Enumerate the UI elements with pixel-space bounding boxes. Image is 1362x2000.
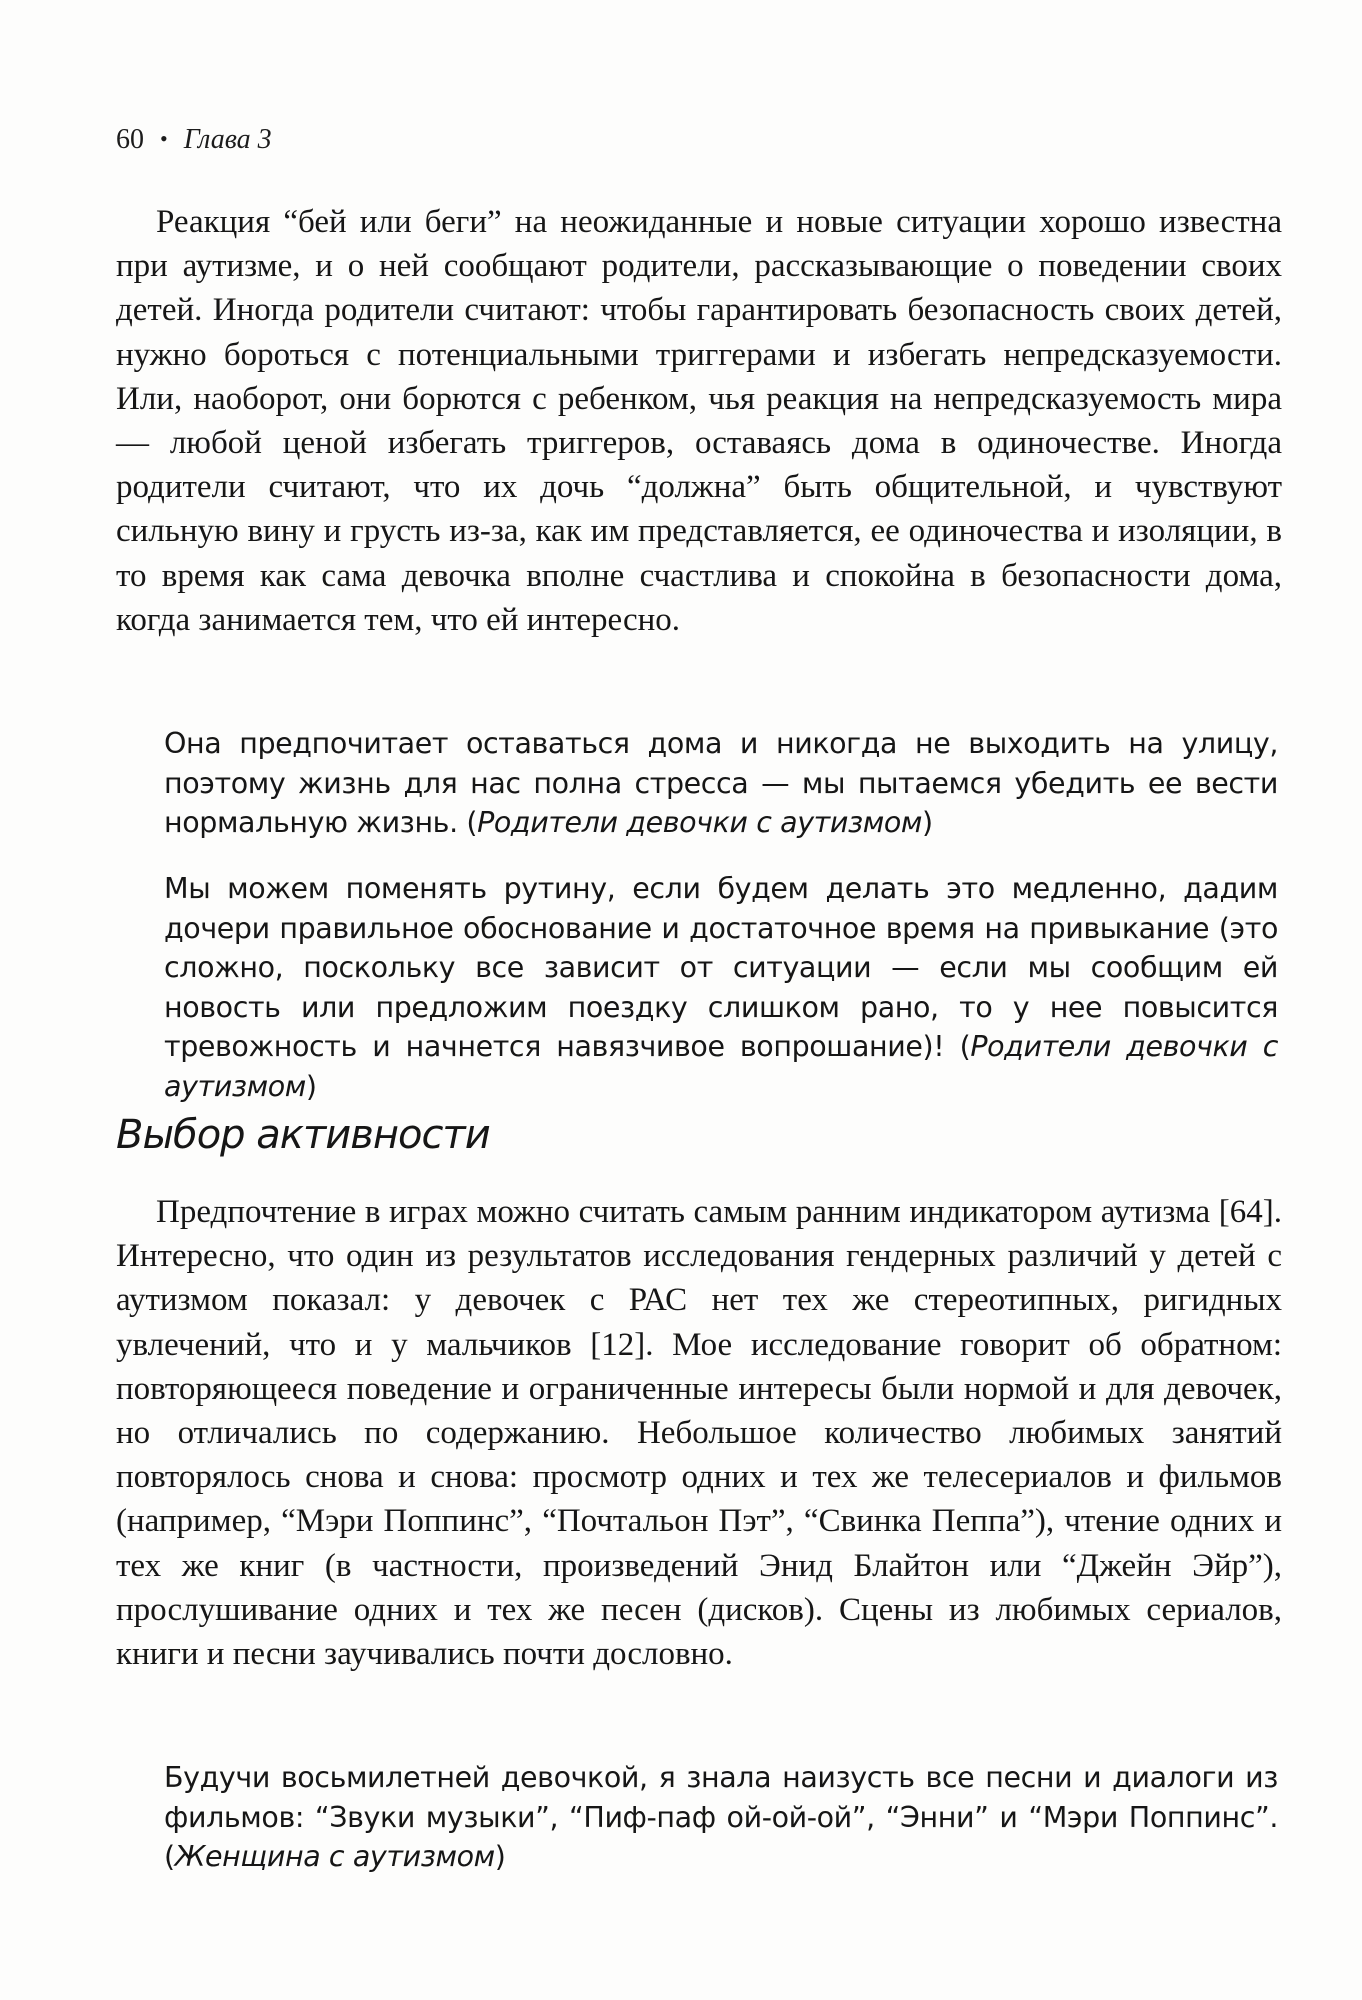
section-heading: Выбор активности <box>116 1112 490 1158</box>
page-number: 60 <box>116 124 144 155</box>
quote-close-paren-2: ) <box>305 1069 317 1103</box>
body-paragraph-1: Реакция “бей или беги” на неожиданные и новые ситуации хорошо известна при аутизме, и о ней сообщают родители, рассказывающие о поведении своих детей. Иногда родители считают: чтобы гарантировать безопасность своих детей, нужно бороться с потенциальными триггерами и избегать непредсказуемости. Или, наоборот, они борются с ребенком, чья реакция на непредсказуемость мира — любой ценой избегать триггеров, оставаясь дома в одиночестве. Иногда родители считают, что их дочь “должна” быть общительной, и чувствуют сильную вину и грусть из-за, как им представляется, ее одиночества и изоляции, в то время как сама девочка вполне счастлива и спокойна в безопасности дома, когда занимается тем, что ей интересно. <box>116 204 1282 638</box>
quote-attribution-3: Женщина с аутизмом <box>174 1840 495 1873</box>
quote-close-paren-3: ) <box>494 1840 506 1873</box>
quote-attribution-1: Родители девочки с аутизмом <box>477 806 922 839</box>
body-paragraph-2: Предпочтение в играх можно считать самым ранним индикатором аутизма [64]. Интересно, что один из результатов исследования гендерных различий у детей с аутизмом показал: у девочек с РАС нет тех же стереотипных, ригидных увлечений, что и у мальчиков [12]. Мое исследование говорит об обратном: повторяющееся поведение и ограниченные интересы были нормой и для девочек, но отличались по содержанию. Небольшое количество любимых занятий повторялось снова и снова: просмотр одних и тех же телесериалов и фильмов (например, “Мэри Поппинс”, “Почтальон Пэт”, “Свинка Пеппа”), чтение одних и тех же книг (в частности, произведений Энид Блайтон или “Джейн Эйр”), прослушивание одних и тех же песен (дисков). Сцены из любимых сериалов, книги и песни заучивались почти дословно. <box>116 1194 1282 1673</box>
chapter-title: Глава 3 <box>183 124 272 155</box>
running-header <box>116 124 272 156</box>
quote-close-paren-1: ) <box>921 806 933 839</box>
header-separator: • <box>160 126 168 151</box>
quote-block-1 <box>164 724 1278 843</box>
quote-text-3: Будучи восьмилетней девочкой, я знала наизусть все песни и диалоги из фильмов: “Звуки музыки”, “Пиф-паф ой-ой-ой”, “Энни” и “Мэри Поппинс”. ( <box>164 1761 1278 1873</box>
quote-text-2: Мы можем поменять рутину, если будем делать это медленно, дадим дочери правильное обоснование и достаточное время на привыкание (это сложно, поскольку все зависит от ситуации — если мы сообщим ей новость или предложим поездку слишком рано, то у нее повысится тревожность и начнется навязчивое вопрошание)! ( <box>164 872 1278 1063</box>
quote-attribution-2: Родители девочки с аутизмом <box>164 1030 1278 1103</box>
quote-block-2 <box>164 869 1278 1106</box>
quote-text-1: Она предпочитает оставаться дома и никогда не выходить на улицу, поэтому жизнь для нас полна стресса — мы пытаемся убедить ее вести нормальную жизнь. ( <box>164 727 1278 839</box>
quote-block-3 <box>164 1758 1278 1877</box>
